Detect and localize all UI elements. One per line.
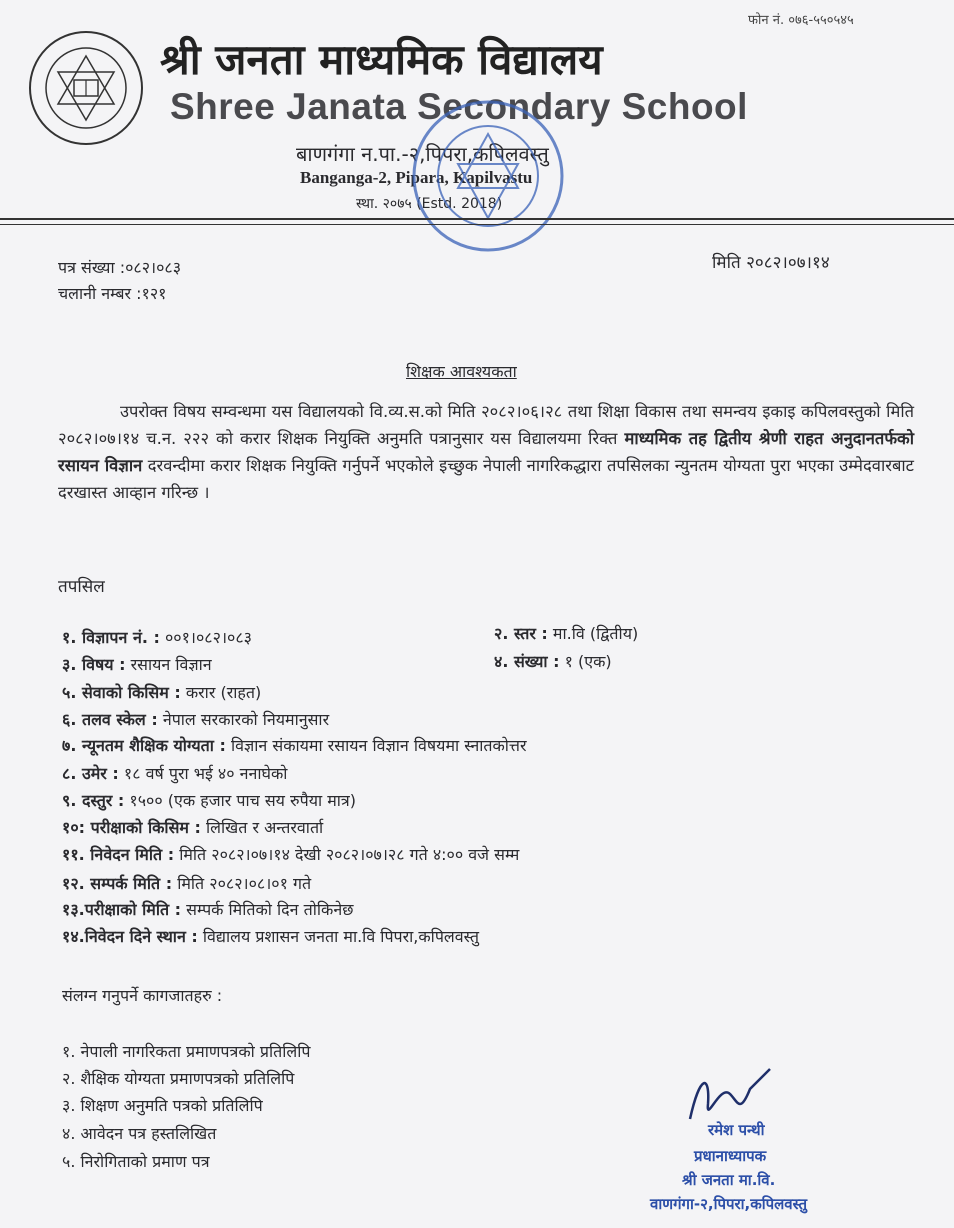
established-year: स्था. २०७५ (Estd. 2018) — [356, 196, 503, 212]
detail-level: २. स्तर : मा.वि (द्वितीय) — [494, 624, 639, 643]
reference-number: पत्र संख्या :०८२।०८३ — [58, 258, 182, 277]
body-text-part: उपरोक्त विषय सम्वन्धमा यस विद्यालयको वि.व्य.स.को मिति २०८२।०६।२८ तथा शिक्षा विकास तथा समन्वय इकाइ कपिलवस्तुको मिति २०८२।०७।१४ च.न. २२२ को करार शिक्षक नियुक्ति अनुमति पत्रानुसार यस विद्यालयमा रिक्त — [58, 402, 914, 448]
detail-min-qualification: ७. न्यूनतम शैक्षिक योग्यता : विज्ञान संकायमा रसायन विज्ञान विषयमा स्नातकोत्तर — [62, 736, 527, 755]
detail-advert-number: १. विज्ञापन नं. : ००१।०८२।०८३ — [62, 628, 252, 647]
body-text-part: दरवन्दीमा करार शिक्षक नियुक्ति गर्नुपर्ने भएकोले इच्छुक नेपाली नागरिकद्धारा तपसिलका न्युनतम योग्यता पुरा भएका उम्मेदवारबाट दरखास्त आव्हान गरिन्छ । — [58, 456, 914, 502]
phone-number: फोन नं. ०७६-५५०५४५ — [748, 13, 854, 28]
header-divider-thin — [0, 224, 954, 225]
signatory-school: श्री जनता मा.वि. — [682, 1171, 776, 1189]
body-text-highlight: माध्यमिक तह द्वितीय श्रेणी राहत अनुदानतर्फको रसायन विज्ञान — [58, 429, 915, 475]
signatory-address: वाणगंगा-२,पिपरा,कपिलवस्तु — [650, 1195, 808, 1213]
notice-subject: शिक्षक आवश्यकता — [406, 362, 517, 381]
detail-service-type: ५. सेवाको किसिम : करार (राहत) — [62, 683, 262, 702]
attachments-title: संलग्न गनुपर्ने कागजातहरु : — [62, 986, 223, 1005]
attachment-item: १. नेपाली नागरिकता प्रमाणपत्रको प्रतिलिपि — [62, 1042, 311, 1061]
detail-subject: ३. विषय : रसायन विज्ञान — [62, 655, 212, 674]
detail-fee: ९. दस्तुर : १५०० (एक हजार पाच सय रुपैया मात्र) — [62, 791, 356, 810]
school-name-nepali: श्री जनता माध्यमिक विद्यालय — [160, 35, 603, 84]
attachment-item: २. शैक्षिक योग्यता प्रमाणपत्रको प्रतिलिपि — [62, 1069, 295, 1088]
header-divider — [0, 218, 954, 220]
detail-exam-date: १३.परीक्षाको मिति : सम्पर्क मितिको दिन तोकिनेछ — [62, 900, 354, 919]
dispatch-number: चलानी नम्बर :१२१ — [58, 284, 167, 303]
detail-count: ४. संख्या : १ (एक) — [494, 652, 612, 671]
attachment-item: ५. निरोगिताको प्रमाण पत्र — [62, 1152, 210, 1171]
detail-exam-type: १०: परीक्षाको किसिम : लिखित र अन्तरवार्ता — [62, 818, 324, 837]
detail-age: ८. उमेर : १८ वर्ष पुरा भई ४० ननाघेको — [62, 764, 288, 783]
school-stamp-icon — [408, 96, 568, 256]
school-address-nepali: बाणगंगा न.पा.-२,पिपरा,कपिलवस्तु — [296, 142, 549, 166]
notice-body — [58, 398, 914, 506]
school-address-english: Banganga-2, Pipara, Kapilvastu — [300, 168, 533, 187]
attachment-item: ३. शिक्षण अनुमति पत्रको प्रतिलिपि — [62, 1096, 263, 1115]
school-name-english: Shree Janata Secondary School — [170, 86, 748, 127]
details-heading: तपसिल — [58, 577, 105, 597]
attachment-item: ४. आवेदन पत्र हस्तलिखित — [62, 1124, 217, 1143]
school-emblem-icon — [26, 28, 146, 148]
signatory-designation: प्रधानाध्यापक — [694, 1147, 767, 1165]
detail-contact-date: १२. सम्पर्क मिति : मिति २०८२।०८।०१ गते — [62, 874, 312, 893]
letter-date: मिति २०८२।०७।१४ — [712, 253, 830, 273]
detail-application-place: १४.निवेदन दिने स्थान : विद्यालय प्रशासन जनता मा.वि पिपरा,कपिलवस्तु — [62, 927, 479, 946]
detail-salary-scale: ६. तलव स्केल : नेपाल सरकारको नियमानुसार — [62, 710, 330, 729]
detail-application-date: ११. निवेदन मिति : मिति २०८२।०७।१४ देखी २०८२।०७।२८ गते ४:०० वजे सम्म — [62, 845, 520, 864]
signatory-name: रमेश पन्थी — [708, 1121, 765, 1139]
